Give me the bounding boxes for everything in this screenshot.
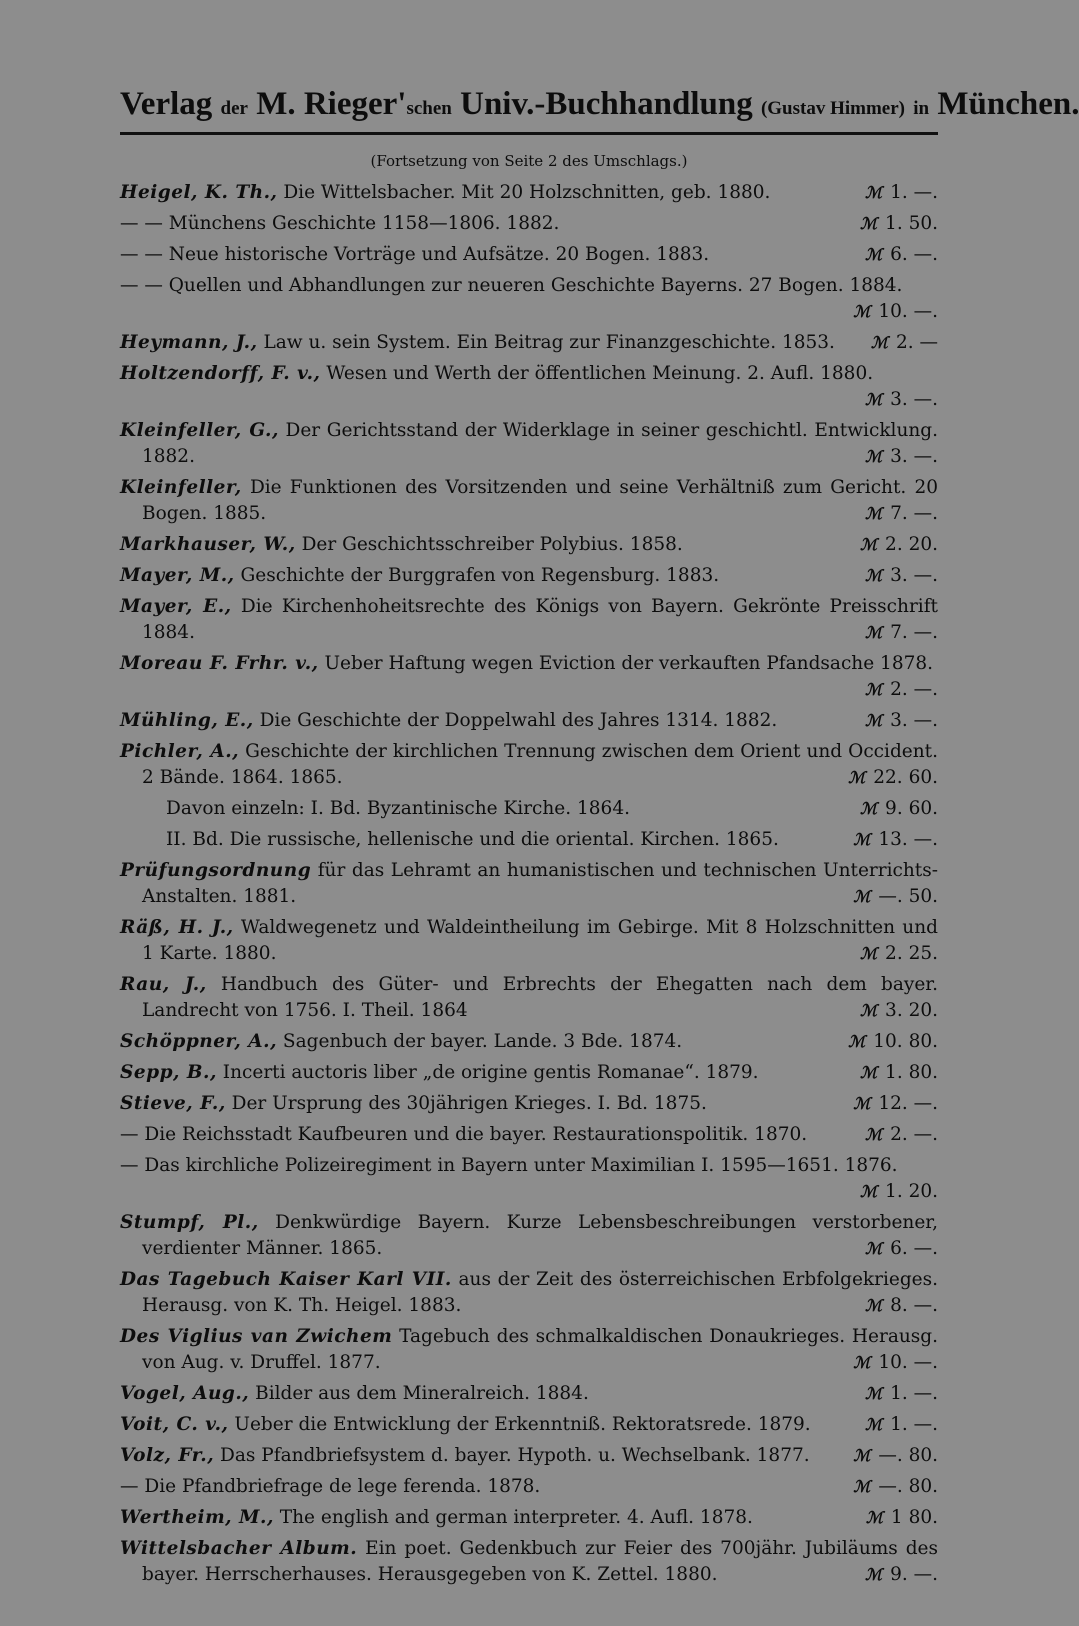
entry-price: ℳ 3. —. [864,389,938,410]
entry-price: ℳ 10. —. [853,1352,938,1373]
entry-title: Ueber die Entwicklung der Erkenntniß. Rektoratsrede. 1879. [234,1414,811,1435]
entry-author: Räß, H. J., [120,917,234,938]
catalog-entry [120,1153,938,1205]
entry-author: Markhauser, W., [120,534,296,555]
entry-author: Stumpf, Pl., [120,1212,259,1233]
header-word: (Gustav Himmer) [760,98,906,119]
entry-price: ℳ 1. 80. [859,1062,938,1083]
entry-title: — — Quellen und Abhandlungen zur neueren Geschichte Bayerns. 27 Bogen. 1884. [120,275,903,296]
catalog-entry [120,1412,938,1438]
entry-author: Mayer, E., [120,596,232,617]
entry-price: ℳ 3. —. [864,446,938,467]
mark-currency: ℳ [864,390,883,409]
mark-currency: ℳ [864,680,883,699]
entry-author: Kleinfeller, G., [120,420,279,441]
entry-author: Pichler, A., [120,741,240,762]
entry-price: ℳ 2. — [870,332,938,353]
entry-title: — Das kirchliche Polizeiregiment in Bayern unter Maximilian I. 1595—1651. 1876. [120,1155,898,1176]
entry-price: ℳ —. 50. [853,886,938,907]
entry-title: The english and german interpreter. 4. Aufl. 1878. [279,1507,753,1528]
entry-title: Die Funktionen des Vorsitzenden und seine Verhältniß zum Gericht. 20 Bogen. 1885. [142,477,938,524]
entry-author: Volz, Fr., [120,1445,215,1466]
catalog-entry [120,475,938,527]
catalog-entry [120,915,938,967]
entry-title: Das Pfandbriefsystem d. bayer. Hypoth. u. Wechselbank. 1877. [220,1445,810,1466]
entry-title: Incerti auctoris liber „de origine gentis Romanae“. 1879. [222,1062,759,1083]
entry-author: Stieve, F., [120,1093,226,1114]
mark-currency: ℳ [864,1125,883,1144]
entry-price: ℳ 6. —. [864,1238,938,1259]
continuation-note: (Fortsetzung von Seite 2 des Umschlags.) [370,152,688,170]
catalog-entry [120,1029,938,1055]
entry-title: Die Kirchenhoheitsrechte des Königs von Bayern. Gekrönte Preisschrift 1884. [142,596,938,643]
entry-price: ℳ 6. —. [864,244,938,265]
catalog-entry [120,1536,938,1588]
entry-author: Mühling, E., [120,710,254,731]
entry-price: ℳ 3. —. [864,710,938,731]
entry-price: ℳ 1. —. [864,1383,938,1404]
entry-price: ℳ 10. 80. [848,1031,938,1052]
mark-currency: ℳ [853,1094,871,1113]
catalog-entry [120,1324,938,1376]
entry-title: Der Gerichtsstand der Widerklage in seiner geschichtl. Entwicklung. 1882. [142,420,938,467]
entry-price: ℳ 7. —. [864,622,938,643]
entry-price: ℳ 2. 25. [859,943,938,964]
catalog-entry [120,1091,938,1117]
entry-title: Law u. sein System. Ein Beitrag zur Finanzgeschichte. 1853. [263,332,835,353]
entry-title: Sagenbuch der bayer. Lande. 3 Bde. 1874. [282,1031,683,1052]
mark-currency: ℳ [853,302,871,321]
header-word: M. Rieger' [256,86,407,122]
entry-title: Geschichte der kirchlichen Trennung zwischen dem Orient und Occident. 2 Bände. 1864. 1865. [142,741,938,788]
entry-price: ℳ 1 80. [865,1507,938,1528]
catalog-entry [120,972,938,1024]
mark-currency: ℳ [859,1001,878,1020]
entry-price: ℳ 22. 60. [848,767,938,788]
entry-author: Voit, C. v., [120,1414,229,1435]
entry-author: Vogel, Aug., [120,1383,250,1404]
header-word: der [220,98,248,119]
entry-price: ℳ 2. —. [864,679,938,700]
mark-currency: ℳ [864,183,883,202]
entry-title: aus der Zeit des österreichischen Erbfolgekrieges. Herausg. von K. Th. Heigel. 1883. [142,1269,938,1316]
mark-currency: ℳ [848,768,866,787]
catalog-entry [120,563,938,589]
catalog-entry [120,361,938,413]
mark-currency: ℳ [859,1063,878,1082]
header-word: Univ.-Buchhandlung [460,86,753,122]
entry-price: ℳ 10. —. [853,301,938,322]
mark-currency: ℳ [864,1239,883,1258]
mark-currency: ℳ [865,1508,883,1527]
mark-currency: ℳ [859,535,878,554]
entry-title: II. Bd. Die russische, hellenische und die oriental. Kirchen. 1865. [166,829,779,850]
catalog-entry [166,796,938,822]
entry-title: Ein poet. Gedenkbuch zur Feier des 700jähr. Jubiläums des bayer. Herrscherhauses. Herausgegeben von K. Zettel. 1880. [142,1538,938,1585]
mark-currency: ℳ [864,1415,883,1434]
catalog-entry [120,1474,938,1500]
mark-currency: ℳ [864,711,883,730]
catalog-entry [166,827,938,853]
catalog-entry [120,1267,938,1319]
mark-currency: ℳ [870,333,888,352]
entry-author: Schöppner, A., [120,1031,278,1052]
mark-currency: ℳ [853,1477,871,1496]
entry-price: ℳ 9. —. [864,1564,938,1585]
entry-title: Die Wittelsbacher. Mit 20 Holzschnitten, geb. 1880. [283,182,771,203]
mark-currency: ℳ [853,830,871,849]
entry-price: ℳ 1. —. [864,182,938,203]
entry-title: — — Münchens Geschichte 1158—1806. 1882. [120,213,560,234]
entry-price: ℳ 1. 20. [859,1181,938,1202]
entry-price: ℳ 3. 20. [859,1000,938,1021]
catalog-entry [120,651,938,703]
entry-author: Das Tagebuch Kaiser Karl VII. [120,1269,452,1290]
catalog-entry [120,242,938,268]
catalog-entries [120,180,938,1593]
entry-author: Kleinfeller, [120,477,242,498]
catalog-entry [120,273,938,325]
entry-author: Heigel, K. Th., [120,182,278,203]
mark-currency: ℳ [864,1565,883,1584]
entry-author: Wittelsbacher Album. [120,1538,358,1559]
catalog-entry [120,180,938,206]
mark-currency: ℳ [848,1032,866,1051]
publisher-header [120,84,1079,129]
mark-currency: ℳ [859,799,878,818]
entry-title: Der Geschichtsschreiber Polybius. 1858. [301,534,683,555]
entry-author: Prüfungsordnung [120,860,312,881]
mark-currency: ℳ [853,1353,871,1372]
mark-currency: ℳ [864,504,883,523]
mark-currency: ℳ [859,214,878,233]
entry-price: ℳ 1. 50. [859,213,938,234]
mark-currency: ℳ [853,887,871,906]
entry-author: Wertheim, M., [120,1507,274,1528]
mark-currency: ℳ [864,245,883,264]
entry-title: Tagebuch des schmalkaldischen Donaukrieges. Herausg. von Aug. v. Druffel. 1877. [142,1326,938,1373]
entry-title: Die Geschichte der Doppelwahl des Jahres 1314. 1882. [259,710,778,731]
mark-currency: ℳ [859,1182,878,1201]
header-word: Verlag [120,86,213,122]
entry-author: Sepp, B., [120,1062,217,1083]
catalog-entry [120,211,938,237]
entry-title: Denkwürdige Bayern. Kurze Lebensbeschreibungen verstorbener, verdienter Männer. 1865. [142,1212,938,1259]
entry-price: ℳ 8. —. [864,1295,938,1316]
entry-title: — Die Pfandbriefrage de lege ferenda. 1878. [120,1476,541,1497]
catalog-entry [120,330,938,356]
entry-title: — Die Reichsstadt Kaufbeuren und die bayer. Restaurationspolitik. 1870. [120,1124,808,1145]
header-word: schen [406,98,452,119]
entry-author: Moreau F. Frhr. v., [120,653,319,674]
mark-currency: ℳ [859,944,878,963]
entry-price: ℳ 2. —. [864,1124,938,1145]
entry-price: ℳ 7. —. [864,503,938,524]
entry-title: Handbuch des Güter- und Erbrechts der Ehegatten nach dem bayer. Landrecht von 1756. I. Theil. 1864 [142,974,938,1021]
entry-author: Mayer, M., [120,565,235,586]
catalog-entry [120,594,938,646]
header-word: München. [937,86,1079,122]
catalog-entry [120,739,938,791]
entry-title: Waldwegenetz und Waldeintheilung im Gebirge. Mit 8 Holzschnitten und 1 Karte. 1880. [142,917,938,964]
entry-price: ℳ 1. —. [864,1414,938,1435]
catalog-entry [120,858,938,910]
entry-author: Heymann, J., [120,332,258,353]
catalog-entry [120,418,938,470]
mark-currency: ℳ [853,1446,871,1465]
entry-author: Holtzendorff, F. v., [120,363,321,384]
entry-price: ℳ 13. —. [853,829,938,850]
mark-currency: ℳ [864,623,883,642]
catalog-entry [120,1381,938,1407]
catalog-entry [120,1122,938,1148]
entry-title: für das Lehramt an humanistischen und technischen Unterrichts-Anstalten. 1881. [142,860,938,907]
mark-currency: ℳ [864,447,883,466]
entry-title: Geschichte der Burggrafen von Regensburg. 1883. [240,565,720,586]
entry-price: ℳ 3. —. [864,565,938,586]
mark-currency: ℳ [864,566,883,585]
entry-title: Bilder aus dem Mineralreich. 1884. [255,1383,589,1404]
catalog-entry [120,1210,938,1262]
entry-price: ℳ —. 80. [853,1445,938,1466]
catalog-entry [120,1443,938,1469]
entry-title: Ueber Haftung wegen Eviction der verkauften Pfandsache 1878. [324,653,934,674]
entry-price: ℳ 9. 60. [859,798,938,819]
entry-price: ℳ 2. 20. [859,534,938,555]
catalog-entry [120,532,938,558]
catalog-entry [120,1505,938,1531]
entry-author: Des Viglius van Zwichem [120,1326,393,1347]
header-rule [120,132,938,135]
entry-price: ℳ —. 80. [853,1476,938,1497]
entry-price: ℳ 12. —. [853,1093,938,1114]
header-word: in [913,98,930,119]
catalog-entry [120,1060,938,1086]
entry-title: — — Neue historische Vorträge und Aufsätze. 20 Bogen. 1883. [120,244,710,265]
mark-currency: ℳ [864,1296,883,1315]
entry-title: Der Ursprung des 30jährigen Krieges. I. Bd. 1875. [231,1093,707,1114]
catalog-entry [120,708,938,734]
mark-currency: ℳ [864,1384,883,1403]
entry-title: Davon einzeln: I. Bd. Byzantinische Kirche. 1864. [166,798,630,819]
entry-author: Rau, J., [120,974,207,995]
entry-title: Wesen und Werth der öffentlichen Meinung. 2. Aufl. 1880. [326,363,874,384]
